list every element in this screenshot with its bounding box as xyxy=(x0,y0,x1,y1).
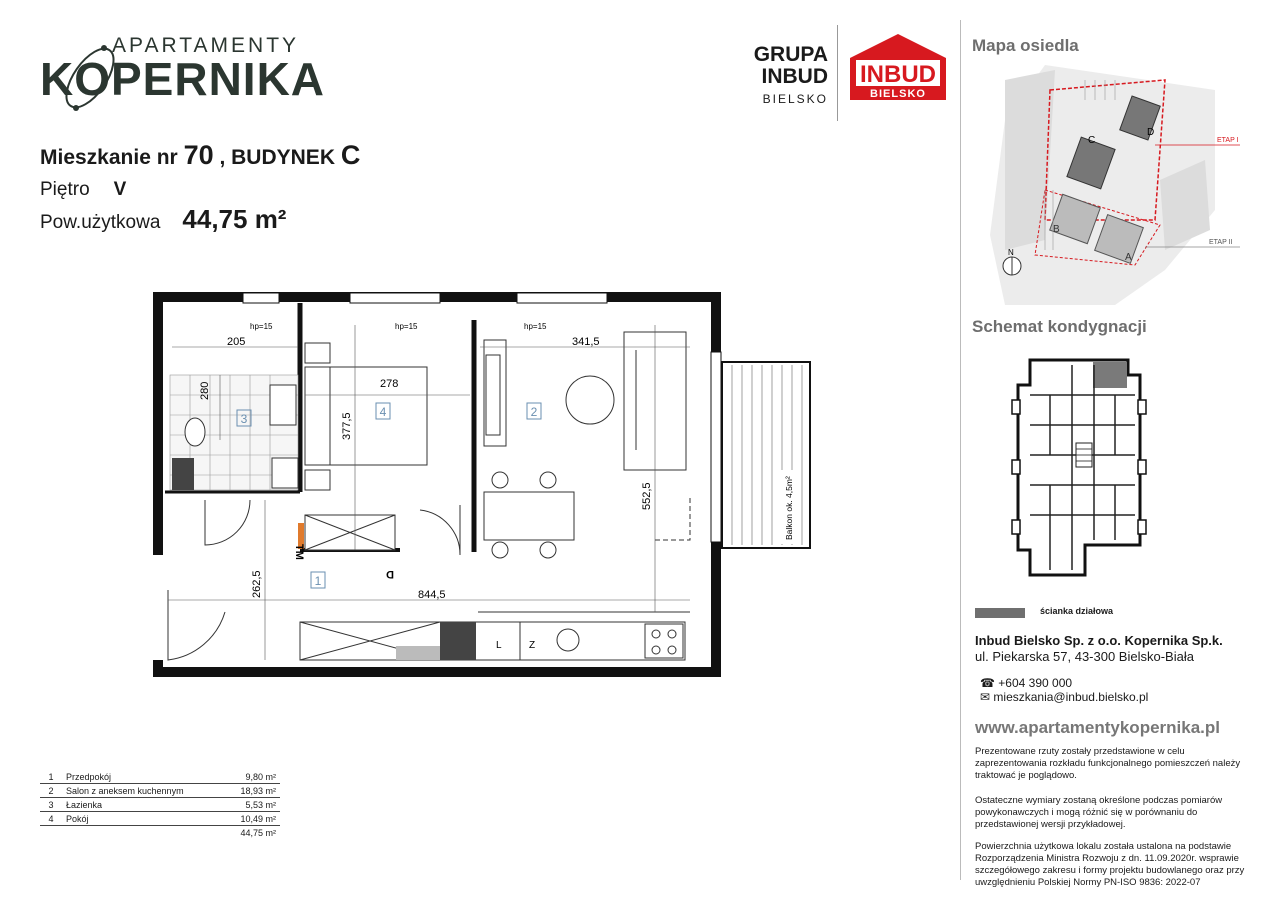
map-title: Mapa osiedla xyxy=(972,36,1079,55)
room-number-3: 3 xyxy=(240,412,248,426)
table-row: 2 Salon z aneksem kuchennym 18,93 m² xyxy=(40,784,280,798)
email-link[interactable]: mieszkania@inbud.bielsko.pl xyxy=(993,690,1149,704)
room-number-2: 2 xyxy=(530,405,538,419)
map-building-b: B xyxy=(1053,224,1060,235)
dim-205: 205 xyxy=(227,336,246,348)
dim-262: 262,5 xyxy=(251,570,263,598)
hp-label-1: hp=15 xyxy=(250,322,273,331)
dim-280: 280 xyxy=(199,381,211,400)
email-line xyxy=(980,690,1148,704)
map-building-d: D xyxy=(1147,127,1155,138)
column-divider xyxy=(960,20,961,880)
hp-label-3: hp=15 xyxy=(524,322,547,331)
area-label: Pow.użytkowa xyxy=(40,212,161,233)
area-line xyxy=(40,204,286,235)
map-etap1-label: ETAP I xyxy=(1217,137,1239,144)
logo-orbit-icon xyxy=(60,38,120,118)
inbud-bielsko-logo xyxy=(846,32,950,102)
apartment-label: Mieszkanie nr xyxy=(40,146,178,169)
map-north-label: N xyxy=(1008,248,1014,257)
floor-value: V xyxy=(113,179,127,200)
floor-line xyxy=(40,179,126,201)
badge-bottom-text: BIELSKO xyxy=(870,88,926,100)
hp-label-2: hp=15 xyxy=(395,322,418,331)
company-name: Inbud Bielsko Sp. z o.o. Kopernika Sp.k. xyxy=(975,633,1223,648)
building-letter: C xyxy=(340,140,361,170)
note-2: Ostateczne wymiary zostaną określone podczas pomiarów powykonawczych i mogą różnić się w porównaniu do przedstawionej wersji przykładowej. xyxy=(975,795,1223,830)
area-value: 44,75 m² xyxy=(182,204,287,234)
map-building-c: C xyxy=(1088,135,1096,146)
table-row: 1 Przedpokój 9,80 m² xyxy=(40,770,280,784)
tm-label: TM xyxy=(293,544,305,560)
phone-number[interactable]: +604 390 000 xyxy=(998,676,1073,690)
d-label: D xyxy=(386,568,394,580)
floor-schema xyxy=(1010,355,1155,580)
table-row: 4 Pokój 10,49 m² xyxy=(40,812,280,826)
legend-label: ścianka działowa xyxy=(1040,606,1114,616)
dim-278: 278 xyxy=(380,378,399,390)
kitchen-l-label: L xyxy=(496,640,502,651)
grupa-inbud-text xyxy=(740,44,828,110)
dim-844: 844,5 xyxy=(418,589,446,601)
envelope-icon: ✉ xyxy=(980,690,991,704)
apartment-number: 70 xyxy=(183,140,214,170)
logo-main-text: KOPERNIKA xyxy=(40,53,326,105)
floor-label: Piętro xyxy=(40,179,90,200)
building-label: , BUDYNEK xyxy=(219,146,335,169)
floor-plan xyxy=(150,290,820,680)
rooms-table xyxy=(40,770,280,839)
estate-map xyxy=(985,60,1245,305)
total-area: 44,75 m² xyxy=(240,827,276,838)
map-building-a: A xyxy=(1125,252,1132,263)
room-number-4: 4 xyxy=(379,405,387,419)
legend-swatch xyxy=(975,608,1025,618)
bielsko-word: BIELSKO xyxy=(762,92,828,106)
balcony-label: Balkon ok. 4,5m² xyxy=(784,476,794,540)
dim-377: 377,5 xyxy=(341,412,353,440)
company-address: ul. Piekarska 57, 43-300 Bielsko-Biała xyxy=(975,649,1194,664)
website-link[interactable]: www.apartamentykopernika.pl xyxy=(975,718,1220,737)
note-3: Powierzchnia użytkowa lokalu została ustalona na podstawie Rozporządzenia Ministra Rozwoju z dn. 11.09.2020r. wsprawie szczegółowego zakresu i formy projektu budowlanego oraz przy uwzględnieniu Polskiej Normy PN-ISO 9836: 2022-07 xyxy=(975,841,1245,888)
map-etap2-label: ETAP II xyxy=(1209,239,1233,246)
table-row: 3 Łazienka 5,53 m² xyxy=(40,798,280,812)
apartment-title xyxy=(40,140,360,171)
logo-top-text: APARTAMENTY xyxy=(112,34,300,57)
room-number-1: 1 xyxy=(314,574,322,588)
schema-title: Schemat kondygnacji xyxy=(972,317,1147,336)
grupa-word: GRUPA xyxy=(753,43,828,66)
phone-line xyxy=(980,676,1072,690)
phone-icon: ☎ xyxy=(980,676,995,690)
dim-341: 341,5 xyxy=(572,336,600,348)
table-total-row xyxy=(40,826,280,840)
kitchen-z-label: Z xyxy=(529,640,536,651)
inbud-word: INBUD xyxy=(761,65,828,88)
dim-552: 552,5 xyxy=(641,482,653,510)
badge-top-text: INBUD xyxy=(860,61,936,88)
brand-divider xyxy=(837,25,838,121)
note-1: Prezentowane rzuty zostały przedstawione w celu zaprezentowania rozkładu funkcjonalnego pomieszczeń należy traktować je poglądowo. xyxy=(975,746,1241,781)
